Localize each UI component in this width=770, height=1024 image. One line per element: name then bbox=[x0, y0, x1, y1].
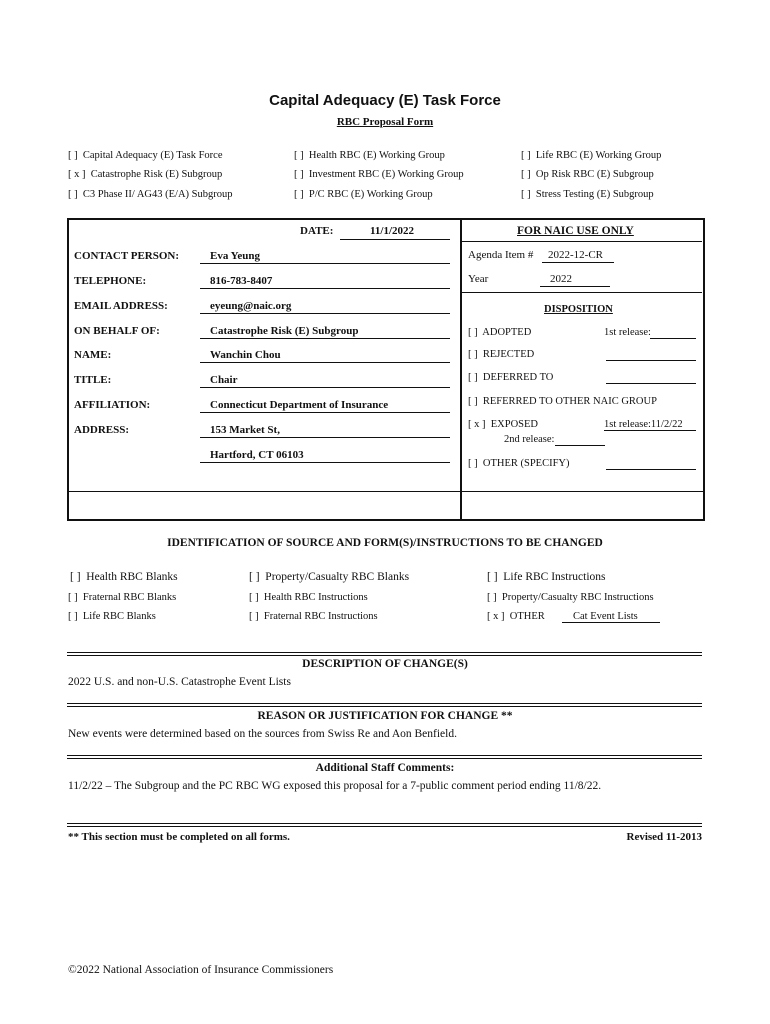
naic-use-heading: FOR NAIC USE ONLY bbox=[517, 225, 634, 237]
year-value[interactable]: 2022 bbox=[550, 273, 572, 285]
affiliation-value[interactable]: Connecticut Department of Insurance bbox=[210, 399, 389, 411]
group-checkbox-capital-adequacy[interactable]: [ ] Capital Adequacy (E) Task Force bbox=[68, 150, 223, 161]
disposition-deferred-to[interactable]: [ ] DEFERRED TO bbox=[468, 372, 554, 383]
on-behalf-of-value[interactable]: Catastrophe Risk (E) Subgroup bbox=[210, 325, 359, 337]
agenda-underline bbox=[542, 262, 614, 263]
form-checkbox-fraternal-rbc-instructions[interactable]: [ ] Fraternal RBC Instructions bbox=[249, 611, 378, 622]
footer-separator bbox=[67, 823, 702, 827]
disposition-exposed[interactable]: [ x ] EXPOSED bbox=[468, 419, 539, 430]
group-checkbox-life-rbc[interactable]: [ ] Life RBC (E) Working Group bbox=[521, 150, 662, 161]
disposition-rejected[interactable]: [ ] REJECTED bbox=[468, 349, 535, 360]
reason-separator bbox=[67, 703, 702, 707]
contact-person-value[interactable]: Eva Yeung bbox=[210, 250, 261, 262]
naic-heading-line bbox=[462, 241, 702, 242]
agenda-item-value[interactable]: 2022-12-CR bbox=[548, 249, 603, 261]
agenda-item-label: Agenda Item # bbox=[468, 249, 534, 261]
form-checkbox-pc-rbc-instructions[interactable]: [ ] Property/Casualty RBC Instructions bbox=[487, 592, 654, 603]
revised-date: Revised 11-2013 bbox=[626, 831, 702, 843]
form-checkbox-other[interactable]: [ x ] OTHER bbox=[487, 611, 545, 622]
address-line2-value[interactable]: Hartford, CT 06103 bbox=[210, 449, 304, 461]
date-underline bbox=[340, 239, 450, 240]
form-checkbox-health-rbc-blanks[interactable]: [ ] Health RBC Blanks bbox=[70, 571, 178, 583]
first-release-label: 1st release: bbox=[604, 327, 651, 338]
first-release-underline bbox=[650, 338, 696, 339]
disposition-other[interactable]: [ ] OTHER (SPECIFY) bbox=[468, 458, 570, 469]
description-heading: DESCRIPTION OF CHANGE(S) bbox=[302, 658, 468, 670]
staff-comments-text: 11/2/22 – The Subgroup and the PC RBC WG exposed this proposal for a 7-public comment period ending 11/8/22. bbox=[68, 780, 602, 792]
footer-note: ** This section must be completed on all forms. bbox=[68, 831, 290, 843]
deferred-underline bbox=[606, 383, 696, 384]
field-underline bbox=[200, 462, 450, 463]
group-checkbox-health-rbc[interactable]: [ ] Health RBC (E) Working Group bbox=[294, 150, 445, 161]
email-value[interactable]: eyeung@naic.org bbox=[210, 300, 292, 312]
second-release-label: 2nd release: bbox=[504, 434, 555, 445]
telephone-label: TELEPHONE: bbox=[74, 275, 147, 287]
reason-heading: REASON OR JUSTIFICATION FOR CHANGE ** bbox=[257, 710, 513, 722]
title-value[interactable]: Chair bbox=[210, 374, 238, 386]
address-value[interactable]: 153 Market St, bbox=[210, 424, 280, 436]
description-separator bbox=[67, 652, 702, 656]
group-checkbox-investment-rbc[interactable]: [ ] Investment RBC (E) Working Group bbox=[294, 169, 464, 180]
name-label: NAME: bbox=[74, 349, 112, 361]
disposition-adopted[interactable]: [ ] ADOPTED bbox=[468, 327, 532, 338]
field-underline bbox=[200, 387, 450, 388]
contact-person-label: CONTACT PERSON: bbox=[74, 250, 180, 262]
field-underline bbox=[200, 412, 450, 413]
field-underline bbox=[200, 362, 450, 363]
name-value[interactable]: Wanchin Chou bbox=[210, 349, 281, 361]
other-value-underline bbox=[562, 622, 660, 623]
on-behalf-of-label: ON BEHALF OF: bbox=[74, 325, 160, 337]
reason-text: New events were determined based on the sources from Swiss Re and Aon Benfield. bbox=[68, 728, 457, 740]
year-separator-line bbox=[462, 292, 702, 293]
group-checkbox-op-risk-rbc[interactable]: [ ] Op Risk RBC (E) Subgroup bbox=[521, 169, 654, 180]
form-checkbox-life-rbc-instructions[interactable]: [ ] Life RBC Instructions bbox=[487, 571, 606, 583]
form-checkbox-life-rbc-blanks[interactable]: [ ] Life RBC Blanks bbox=[68, 611, 156, 622]
group-checkbox-c3-phase-ii[interactable]: [ ] C3 Phase II/ AG43 (E/A) Subgroup bbox=[68, 189, 233, 200]
disposition-referred[interactable]: [ ] REFERRED TO OTHER NAIC GROUP bbox=[468, 396, 657, 407]
field-underline bbox=[200, 437, 450, 438]
other-specify-underline bbox=[606, 469, 696, 470]
email-label: EMAIL ADDRESS: bbox=[74, 300, 168, 312]
date-value[interactable]: 11/1/2022 bbox=[370, 225, 415, 237]
title-label: TITLE: bbox=[74, 374, 112, 386]
rejected-underline bbox=[606, 360, 696, 361]
second-release-underline bbox=[555, 445, 605, 446]
telephone-value[interactable]: 816-783-8407 bbox=[210, 275, 273, 287]
box-divider bbox=[460, 218, 462, 519]
address-label: ADDRESS: bbox=[74, 424, 130, 436]
exposed-release-date: 1st release:11/2/22 bbox=[604, 419, 683, 430]
form-title: Capital Adequacy (E) Task Force bbox=[269, 92, 501, 109]
field-underline bbox=[200, 313, 450, 314]
other-value[interactable]: Cat Event Lists bbox=[573, 611, 638, 622]
form-subtitle: RBC Proposal Form bbox=[336, 116, 434, 128]
copyright-text: ©2022 National Association of Insurance Commissioners bbox=[68, 964, 334, 976]
form-checkbox-health-rbc-instructions[interactable]: [ ] Health RBC Instructions bbox=[249, 592, 368, 603]
year-label: Year bbox=[468, 273, 489, 285]
staff-comments-heading: Additional Staff Comments: bbox=[315, 762, 455, 774]
field-underline bbox=[200, 288, 450, 289]
description-text: 2022 U.S. and non-U.S. Catastrophe Event Lists bbox=[68, 676, 291, 688]
field-underline bbox=[200, 338, 450, 339]
field-underline bbox=[200, 263, 450, 264]
affiliation-label: AFFILIATION: bbox=[74, 399, 151, 411]
group-checkbox-pc-rbc[interactable]: [ ] P/C RBC (E) Working Group bbox=[294, 189, 433, 200]
group-checkbox-stress-testing[interactable]: [ ] Stress Testing (E) Subgroup bbox=[521, 189, 654, 200]
group-checkbox-catastrophe-risk[interactable]: [ x ] Catastrophe Risk (E) Subgroup bbox=[68, 169, 223, 180]
disposition-heading: DISPOSITION bbox=[544, 304, 613, 315]
box-bottom-strip-line bbox=[67, 491, 703, 492]
form-checkbox-pc-rbc-blanks[interactable]: [ ] Property/Casualty RBC Blanks bbox=[249, 571, 410, 583]
form-checkbox-fraternal-rbc-blanks[interactable]: [ ] Fraternal RBC Blanks bbox=[68, 592, 177, 603]
exposed-underline bbox=[604, 430, 696, 431]
year-underline bbox=[540, 286, 610, 287]
identification-heading: IDENTIFICATION OF SOURCE AND FORM(S)/INSTRUCTIONS TO BE CHANGED bbox=[167, 537, 603, 549]
date-label: DATE: bbox=[300, 225, 334, 237]
staff-separator bbox=[67, 755, 702, 759]
